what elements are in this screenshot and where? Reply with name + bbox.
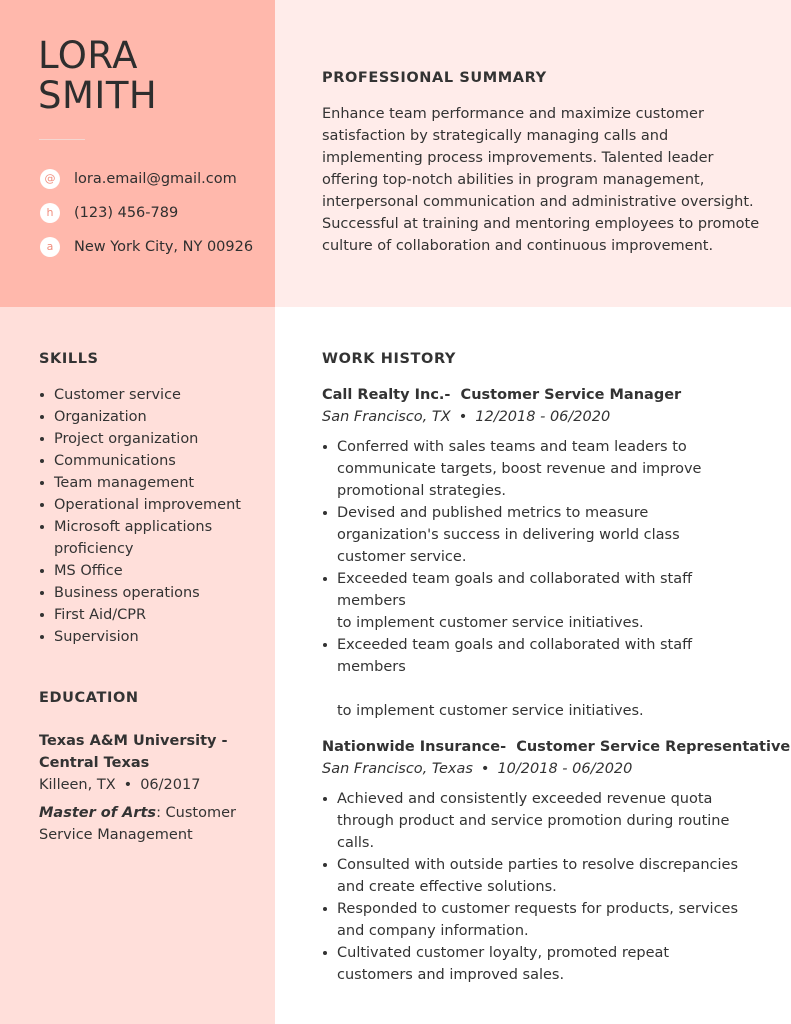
contact-email[interactable] (40, 162, 272, 196)
skill-item: Business operations (39, 582, 269, 604)
summary-text: Enhance team performance and maximize customer satisfaction by strategically managing calls and implementing process improvements. Talented leader offering top-notch abilities in program management, interpersonal communication and administrative oversight. Successful at training and mentoring employees to promote culture of collaboration and continuous improvement. (322, 106, 760, 254)
job-bullet: Consulted with outside parties to resolve discrepancies and create effective solutions. (322, 854, 742, 898)
job-bullets (322, 436, 742, 678)
skills-list (39, 384, 269, 648)
skill-item: MS Office (39, 560, 269, 582)
skill-item: Organization (39, 406, 269, 428)
education-school: Texas A&M University - Central Texas (39, 733, 228, 771)
email-text[interactable]: lora.email@gmail.com (74, 171, 237, 187)
job-bullet: Exceeded team goals and collaborated with staff members (322, 634, 742, 678)
education-date: 06/2017 (140, 777, 201, 793)
contact-address (40, 230, 272, 264)
job-meta-line (322, 758, 632, 780)
phone-icon: h (40, 203, 60, 223)
last-name: SMITH (38, 74, 158, 117)
job-company: Call Realty Inc. (322, 387, 445, 403)
job-company: Nationwide Insurance (322, 739, 501, 755)
skill-item: Supervision (39, 626, 269, 648)
skill-item: Team management (39, 472, 269, 494)
job-title-line: Call Realty Inc.- Customer Service Manager (322, 387, 682, 403)
job-bullet-continuation: to implement customer service initiatives. (337, 615, 644, 631)
separator-dot: • (480, 761, 490, 777)
skill-item: Customer service (39, 384, 269, 406)
address-icon: a (40, 237, 60, 257)
education-degree (39, 802, 259, 846)
job-bullet-page-continuation: to implement customer service initiatives. (337, 703, 644, 719)
candidate-name (38, 36, 157, 116)
skill-item: Operational improvement (39, 494, 269, 516)
skill-item: Microsoft applications proficiency (39, 516, 269, 560)
job-dates: 10/2018 - 06/2020 (497, 761, 633, 777)
education-location: Killeen, TX (39, 777, 116, 793)
email-icon: @ (40, 169, 60, 189)
job-role: Customer Service Manager (460, 387, 682, 403)
job-bullet: Conferred with sales teams and team leaders to communicate targets, boost revenue and improve promotional strategies. (322, 436, 742, 502)
skill-item: Communications (39, 450, 269, 472)
contact-list (40, 162, 272, 264)
skill-item: Project organization (39, 428, 269, 450)
job-meta-line (322, 406, 610, 428)
skills-heading: SKILLS (39, 351, 99, 367)
separator-dot: • (458, 409, 468, 425)
contact-phone[interactable] (40, 196, 272, 230)
skill-item: First Aid/CPR (39, 604, 269, 626)
job-title-line: Nationwide Insurance- Customer Service Representative (322, 739, 791, 755)
address-text: New York City, NY 00926 (74, 239, 254, 255)
first-name: LORA (38, 34, 138, 77)
job-location: San Francisco, TX (322, 409, 451, 425)
degree-field: : Customer Service Management (39, 805, 236, 843)
name-divider (39, 139, 85, 140)
education-location-date (39, 774, 200, 796)
job-bullet: Responded to customer requests for products, services and company information. (322, 898, 742, 942)
education-heading: EDUCATION (39, 690, 139, 706)
degree-type: Master of Arts (39, 805, 157, 821)
job-bullet: Devised and published metrics to measure organization's success in delivering world class customer service. (322, 502, 742, 568)
job-bullet: Achieved and consistently exceeded revenue quota through product and service promotion during routine calls. (322, 788, 742, 854)
separator-dot: • (123, 777, 133, 793)
job-location: San Francisco, Texas (322, 761, 473, 777)
job-role: Customer Service Representative (516, 739, 791, 755)
job-bullet-text: Exceeded team goals and collaborated with staff members (337, 571, 693, 609)
job-bullets (322, 788, 742, 986)
job-bullet: Cultivated customer loyalty, promoted repeat customers and improved sales. (322, 942, 742, 986)
work-heading: WORK HISTORY (322, 351, 457, 367)
phone-text[interactable]: (123) 456-789 (74, 205, 179, 221)
job-dates: 12/2018 - 06/2020 (475, 409, 611, 425)
summary-heading: PROFESSIONAL SUMMARY (322, 70, 547, 86)
job-bullet (322, 568, 742, 634)
